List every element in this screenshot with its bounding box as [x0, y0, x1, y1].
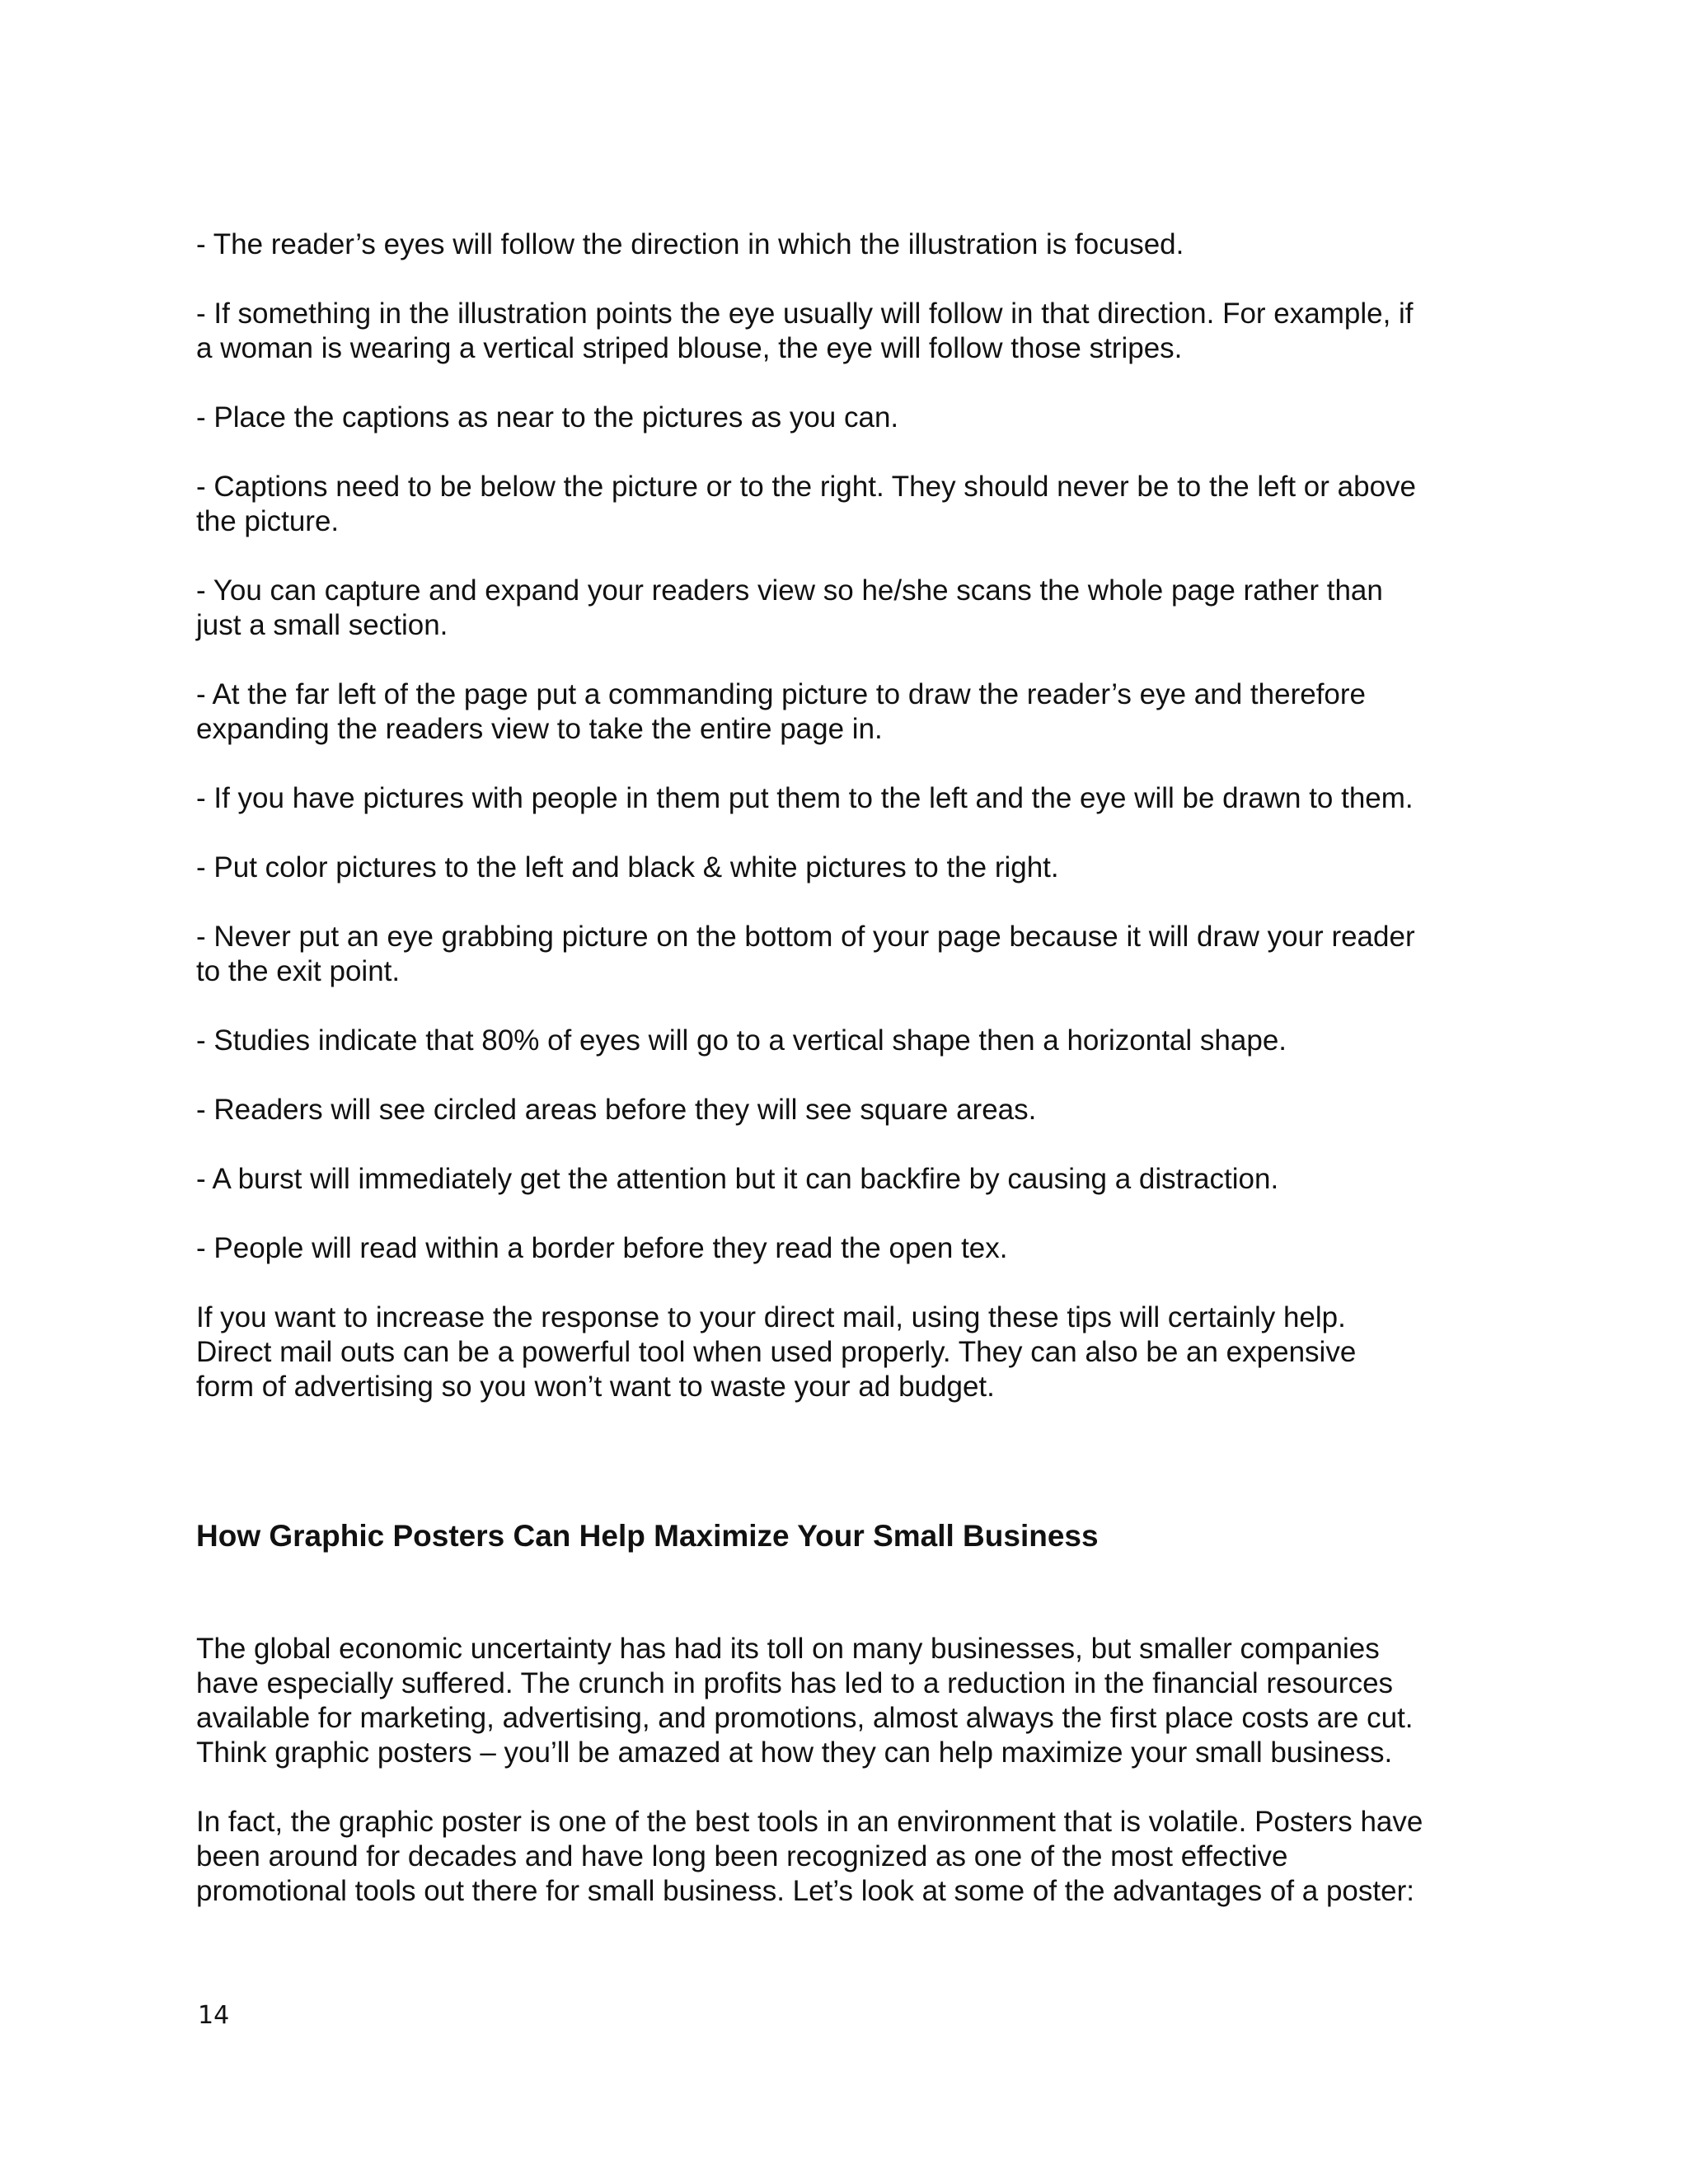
section-body [196, 1632, 1515, 1943]
bullet-item: - People will read within a border before they read the open tex. [196, 1232, 1008, 1264]
section-heading: How Graphic Posters Can Help Maximize Your Small Business [196, 1519, 1099, 1553]
bullet-item: - You can capture and expand your readers view so he/she scans the whole page rather than just a small section. [196, 574, 1383, 641]
bullet-item: - At the far left of the page put a commanding picture to draw the reader’s eye and therefore expanding the readers view to take the entire page in. [196, 678, 1367, 745]
page-number: 14 [198, 2001, 230, 2030]
bullet-item: - A burst will immediately get the attention but it can backfire by causing a distraction. [196, 1163, 1279, 1195]
body-paragraph: In fact, the graphic poster is one of the best tools in an environment that is volatile. Posters have been around for decades and have long been recognized as one of the most effective promotional tools out there for small business. Let’s look at some of the advantages of a poster: [196, 1806, 1423, 1907]
bullet-item: - The reader’s eyes will follow the direction in which the illustration is focused. [196, 228, 1184, 260]
bullet-item: - Place the captions as near to the pictures as you can. [196, 401, 899, 434]
bullet-item: - Captions need to be below the picture or to the right. They should never be to the left or above the picture. [196, 471, 1416, 537]
bullet-item: - Never put an eye grabbing picture on the bottom of your page because it will draw your reader to the exit point. [196, 921, 1415, 987]
bullet-item: - If something in the illustration points the eye usually will follow in that direction. For example, if a woman is wearing a vertical striped blouse, the eye will follow those stripes. [196, 298, 1414, 364]
bullet-list [196, 227, 1498, 1439]
closing-paragraph: If you want to increase the response to your direct mail, using these tips will certainly help. Direct mail outs can be a powerful tool when used properly. They can also be an expensive form of advertising so you won’t want to waste your ad budget. [196, 1301, 1357, 1403]
bullet-item: - Studies indicate that 80% of eyes will go to a vertical shape then a horizontal shape. [196, 1024, 1287, 1057]
bullet-item: - If you have pictures with people in them put them to the left and the eye will be drawn to them. [196, 782, 1414, 814]
bullet-item: - Readers will see circled areas before they will see square areas. [196, 1094, 1037, 1126]
bullet-item: - Put color pictures to the left and black & white pictures to the right. [196, 851, 1059, 883]
body-paragraph: The global economic uncertainty has had its toll on many businesses, but smaller companies have especially suffered. The crunch in profits has led to a reduction in the financial resources available for marketing, advertising, and promotions, almost always the first place costs are cut. Think graphic posters – you’ll be amazed at how they can help maximize your small business. [196, 1633, 1414, 1769]
